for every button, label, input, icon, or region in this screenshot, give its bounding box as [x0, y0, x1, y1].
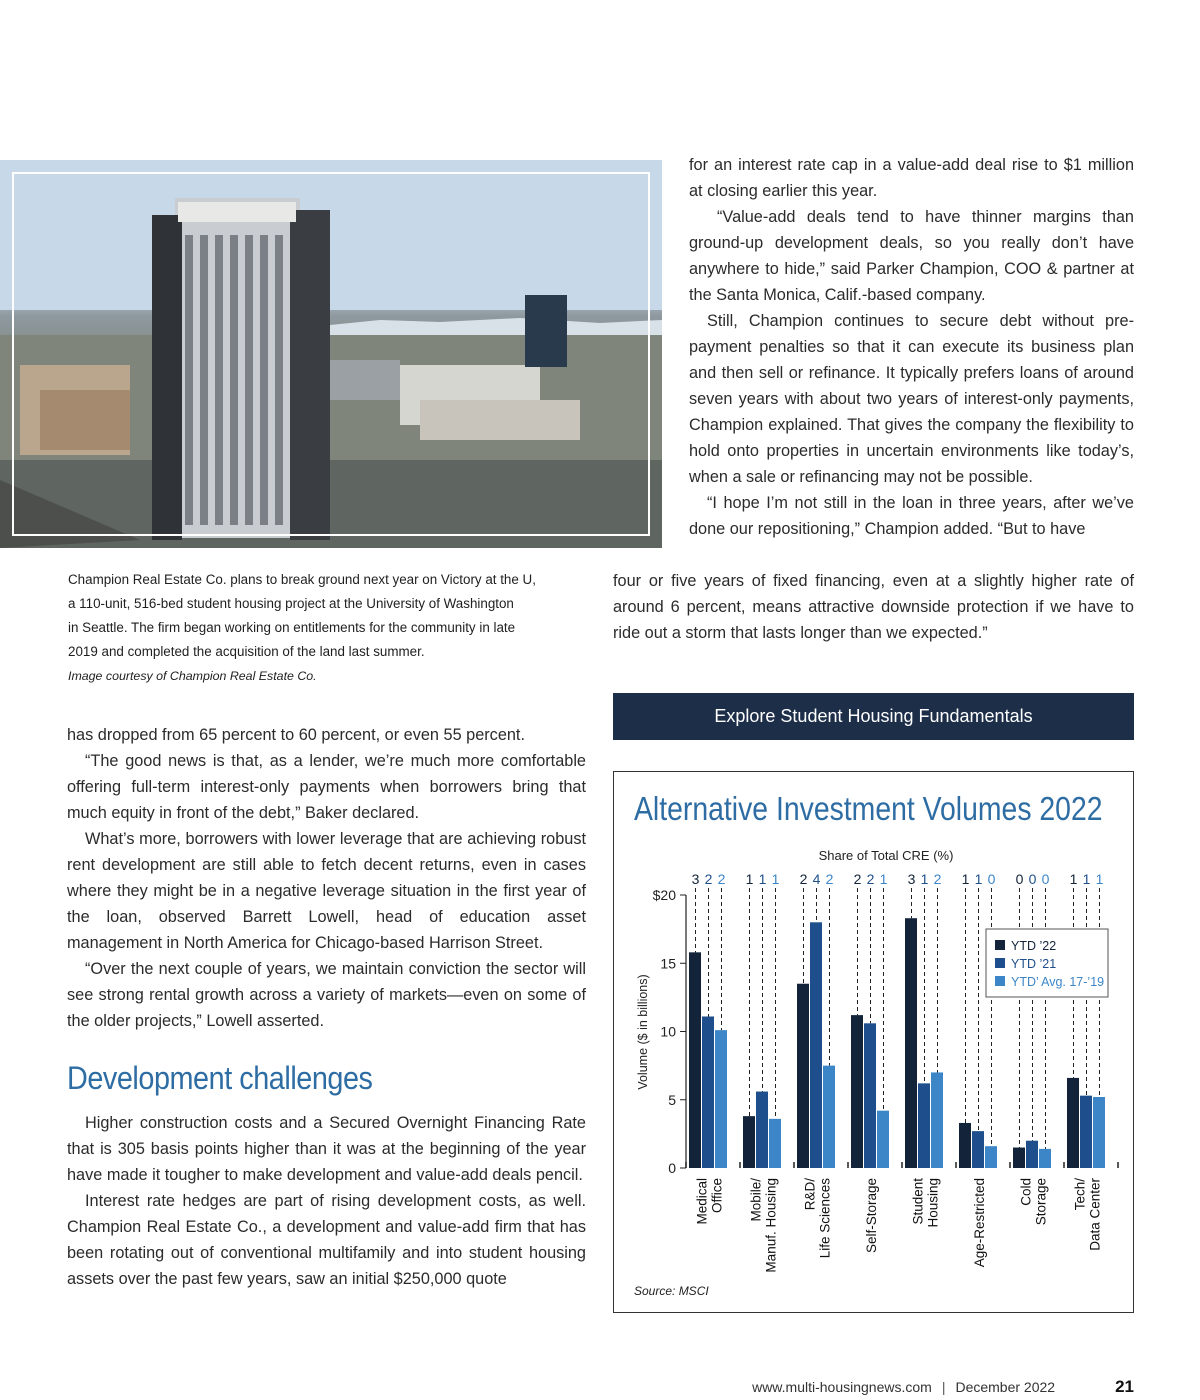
right-column-text: [689, 152, 1134, 542]
bar: [1039, 1149, 1051, 1168]
share-label: 1: [1069, 871, 1078, 887]
paragraph: “I hope I’m not still in the loan in three years, after we’ve done our repositioning,” Champion added. “But to have: [689, 494, 1134, 538]
category-label: Cold: [1018, 1178, 1034, 1206]
bar-chart: [614, 772, 1132, 1312]
chart-title: Alternative Investment Volumes 2022: [634, 790, 1103, 827]
share-label: 2: [866, 871, 875, 887]
bar: [851, 1015, 863, 1168]
share-label: 1: [961, 871, 970, 887]
banner-label: Explore Student Housing Fundamentals: [714, 706, 1033, 726]
y-tick-label: 15: [660, 955, 676, 972]
footer-url: www.multi-housingnews.com: [752, 1379, 932, 1395]
y-tick-label: $20: [652, 887, 676, 903]
share-label: 1: [920, 871, 929, 887]
category-label: Medical: [694, 1178, 710, 1225]
explore-banner[interactable]: [613, 693, 1134, 740]
share-label: 1: [758, 871, 767, 887]
caption-line: in Seattle. The firm began working on entitlements for the community in late: [68, 620, 516, 635]
share-label: 0: [987, 871, 996, 887]
category-label: Data Center: [1087, 1178, 1103, 1251]
photo-credit: Image courtesy of Champion Real Estate Co.: [68, 669, 317, 683]
chart-source: Source: MSCI: [634, 1284, 709, 1298]
caption-line: Champion Real Estate Co. plans to break ground next year on Victory at the U,: [68, 572, 536, 587]
y-tick-label: 5: [668, 1091, 676, 1108]
bar: [1067, 1078, 1079, 1168]
share-label: 0: [1015, 871, 1024, 887]
share-label: 1: [745, 871, 754, 887]
bar: [689, 952, 701, 1168]
category-label: Mobile/: [748, 1178, 764, 1222]
bar: [823, 1066, 835, 1168]
bar: [743, 1116, 755, 1168]
category-label: Manuf. Housing: [763, 1178, 779, 1273]
y-tick-label: 10: [660, 1023, 676, 1040]
share-label: 2: [853, 871, 862, 887]
category-label: Office: [709, 1178, 725, 1214]
share-label: 2: [799, 871, 808, 887]
bar: [1093, 1097, 1105, 1168]
section-heading: Development challenges: [67, 1060, 373, 1096]
paragraph: “Over the next couple of years, we maintain conviction the sector will see strong rental growth across a variety of markets—even on some of the older projects,” Lowell asserted.: [67, 960, 586, 1030]
paragraph: for an interest rate cap in a value-add deal rise to $1 million at closing earlier this year.: [689, 156, 1134, 200]
legend-swatch: [995, 940, 1005, 950]
category-label: Age-Restricted: [972, 1178, 987, 1268]
legend-swatch: [995, 976, 1005, 986]
share-label: 1: [1082, 871, 1091, 887]
bar: [769, 1119, 781, 1168]
paragraph: “Value-add deals tend to have thinner margins than ground-up development deals, so you really don’t have anywhere to hide,” said Parker Champion, COO & partner at the Santa Monica, Calif.-based company.: [689, 208, 1134, 304]
category-label: Life Sciences: [817, 1178, 833, 1259]
legend-label: YTD ’22: [1011, 939, 1057, 953]
bar: [877, 1111, 889, 1168]
bar: [1080, 1096, 1092, 1168]
bar: [864, 1023, 876, 1168]
share-label: 2: [825, 871, 834, 887]
page-number: 21: [1115, 1377, 1134, 1396]
category-label: Storage: [1033, 1178, 1049, 1226]
y-axis-label: Volume ($ in billions): [636, 974, 650, 1090]
category-label: Housing: [925, 1178, 941, 1228]
bar: [1026, 1141, 1038, 1168]
category-label: Tech/: [1072, 1178, 1088, 1211]
share-label: 0: [1041, 871, 1050, 887]
paragraph: Interest rate hedges are part of rising development costs, as well. Champion Real Estate Co., a development and value-add firm that has been rotating out of conventional multifamily and into student housing assets over the past few years, saw an initial $250,000 quote: [67, 1192, 586, 1288]
share-label: 1: [974, 871, 983, 887]
share-label: 3: [691, 871, 700, 887]
bar: [918, 1083, 930, 1168]
photo-frame: [12, 172, 650, 536]
legend-label: YTD’ Avg. 17-’19: [1011, 975, 1105, 989]
bar: [797, 984, 809, 1168]
paragraph: Higher construction costs and a Secured Overnight Financing Rate that is 305 basis points higher than it was at the beginning of the year have made it tougher to make development and value-add deals pencil.: [67, 1114, 586, 1184]
building-photo: [0, 160, 662, 548]
bar: [702, 1016, 714, 1168]
legend-swatch: [995, 958, 1005, 968]
category-label: R&D/: [802, 1178, 818, 1211]
share-label: 2: [717, 871, 726, 887]
paragraph: What’s more, borrowers with lower leverage that are achieving robust rent development are still able to fetch decent returns, even in cases where they might be in a negative leverage situation in the first year of the loan, observed Barrett Lowell, head of education asset management in North America for Chicago-based Harrison Street.: [67, 830, 586, 952]
chart-subtitle: Share of Total CRE (%): [818, 848, 954, 863]
bar: [905, 918, 917, 1168]
share-label: 1: [771, 871, 780, 887]
bar: [756, 1092, 768, 1168]
bar: [1013, 1148, 1025, 1168]
caption-line: 2019 and completed the acquisition of the land last summer.: [68, 644, 425, 659]
right-wide-text: [613, 568, 1134, 646]
left-column-text-2: [67, 1110, 586, 1292]
share-label: 0: [1028, 871, 1037, 887]
chart-box: [613, 771, 1134, 1313]
share-label: 4: [812, 871, 821, 887]
paragraph: has dropped from 65 percent to 60 percent, or even 55 percent.: [67, 726, 525, 744]
footer-separator: |: [941, 1379, 946, 1395]
share-label: 2: [704, 871, 713, 887]
footer-date: December 2022: [955, 1379, 1056, 1395]
share-label: 2: [933, 871, 942, 887]
bar: [931, 1072, 943, 1168]
bar: [985, 1146, 997, 1168]
y-tick-label: 0: [668, 1160, 676, 1176]
bar: [972, 1131, 984, 1168]
category-label: Self-Storage: [864, 1178, 879, 1254]
category-label: Student: [910, 1178, 926, 1225]
bar: [810, 922, 822, 1168]
legend-label: YTD ’21: [1011, 957, 1057, 971]
paragraph: Still, Champion continues to secure debt without pre-payment penalties so that it can execute its business plan and then sell or refinance. It typically prefers loans of around seven years with about two years of interest-only payments, Champion explained. That gives the company the flexibility to hold onto properties in uncertain environments like today’s, when a sale or refinancing may not be possible.: [689, 312, 1134, 486]
caption-line: a 110-unit, 516-bed student housing project at the University of Washington: [68, 596, 514, 611]
paragraph: “The good news is that, as a lender, we’re much more comfortable offering full-term interest-only payments when borrowers bring that much equity in front of the debt,” Baker declared.: [67, 752, 586, 822]
bar: [715, 1030, 727, 1168]
left-column-text: [67, 722, 586, 1034]
photo-caption: [68, 568, 588, 688]
share-label: 3: [907, 871, 916, 887]
page-footer: [600, 1377, 1134, 1397]
share-label: 1: [1095, 871, 1104, 887]
share-label: 1: [879, 871, 888, 887]
paragraph: four or five years of fixed financing, even at a slightly higher rate of around 6 percent, means attractive downside protection if we have to ride out a storm that lasts longer than we expected.”: [613, 572, 1134, 642]
bar: [959, 1123, 971, 1168]
